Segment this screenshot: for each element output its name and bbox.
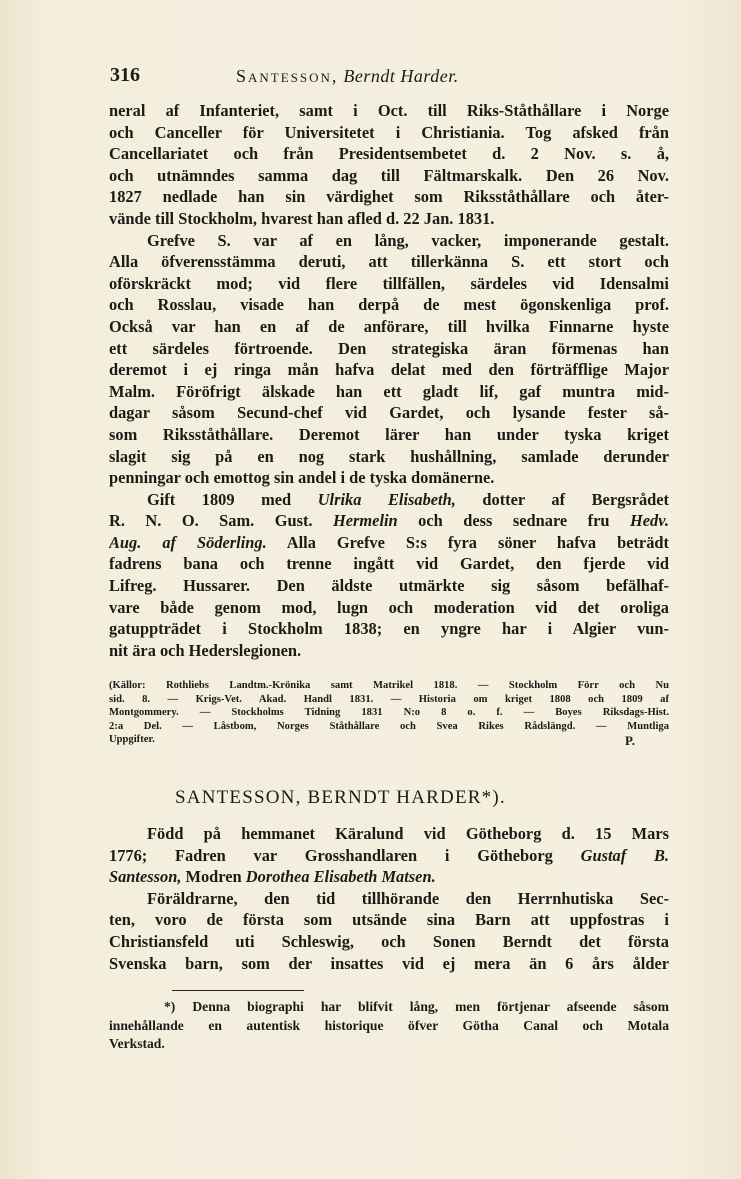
text-line: vare både genom mod, lugn och moderation vid det oroliga	[109, 597, 669, 617]
main-text-top	[109, 100, 669, 661]
text-line: och utnämndes samma dag till Fältmarskalk. Den 26 Nov.	[109, 165, 669, 185]
text-line: Grefve S. var af en lång, vacker, imponerande gestalt.	[147, 230, 669, 250]
text-line: fadrens bana och trenne ingått vid Gardet, den fjerde vid	[109, 554, 669, 574]
page-header	[110, 64, 670, 88]
text-line: dagar såsom Secund-chef vid Gardet, och lysande fester så-	[109, 403, 669, 423]
text-line: Född på hemmanet Käralund vid Götheborg d. 15 Mars	[147, 824, 669, 843]
text-line: oförskräckt mod; vid flere tillfällen, särdeles vid Idensalmi	[109, 273, 669, 293]
sources-block	[109, 679, 669, 747]
author-signature: P.	[625, 733, 635, 748]
text-line: penningar och emottog sin andel i de tyska domänerne.	[109, 468, 495, 488]
text-line: Christiansfeld uti Schleswig, och Sonen Berndt det första	[109, 931, 669, 951]
person-name: Ulrika Elisabeth,	[317, 489, 456, 509]
person-name: Santesson,	[109, 867, 182, 887]
person-name: Dorothea Elisabeth Matsen.	[245, 867, 436, 887]
text-run: och dess sednare fru	[397, 511, 631, 531]
source-line: sid. 8. — Krigs-Vet. Akad. Handl 1831. — Historia om kriget 1808 och 1809 af	[109, 693, 669, 705]
text-run: Modren	[181, 867, 246, 887]
person-name: Hermelin	[333, 511, 398, 531]
text-line	[109, 532, 669, 554]
text-line: Malm. Föröfrigt älskade han ett gladt lif, gaf muntra mid-	[109, 381, 669, 401]
text-line: Cancellariatet och från Presidentsembetet d. 2 Nov. s. å,	[109, 144, 669, 164]
text-line: Svenska barn, som der insattes vid ej mera än 6 års ålder	[109, 953, 669, 973]
footnote-line: *) Denna biographi har blifvit lång, men förtjenar afseende såsom	[164, 999, 669, 1014]
text-line	[109, 510, 669, 532]
text-line	[109, 489, 669, 511]
person-name: Gustaf B.	[580, 845, 669, 865]
text-line: Alla öfverensstämma deruti, att tillerkänna S. ett stort och	[109, 252, 669, 272]
text-line: slagit sig på en nog stark hushållning, samlade derunder	[109, 446, 669, 466]
text-line: ten, voro de första som utsände sina Barn att uppfostras i	[109, 910, 669, 930]
running-head	[236, 66, 459, 87]
text-line: ett särdeles förtroende. Den strategiska äran förmenas han	[109, 338, 669, 358]
person-name: Hedv.	[630, 511, 669, 531]
source-line: Uppgifter.	[109, 734, 155, 746]
page-number: 316	[110, 64, 140, 86]
text-run: 1776; Fadren var Grosshandlaren i Götheborg	[109, 845, 581, 865]
main-text-bottom	[109, 823, 669, 974]
running-head-given-names: Berndt Harder.	[343, 66, 459, 86]
text-run: Alla Grefve S:s fyra söner hafva beträdt	[266, 532, 669, 552]
text-run: Gift 1809 med	[147, 489, 318, 509]
text-line: deremot i ej ringa mån hafva delat med den förträfflige Major	[109, 360, 669, 380]
text-line: Lifreg. Hussarer. Den äldste utmärkte sig såsom befälhaf-	[109, 576, 669, 596]
text-line: och Canceller för Universitetet i Christiania. Tog afsked från	[109, 122, 669, 142]
text-line	[109, 866, 669, 888]
text-line: neral af Infanteriet, samt i Oct. till Riks-Ståthållare i Norge	[109, 101, 669, 120]
text-line: 1827 nedlade han sin värdighet som Riksståthållare och åter-	[109, 187, 669, 207]
text-line: och Rosslau, visade han derpå de mest ögonskenliga prof.	[109, 295, 669, 315]
text-run: R. N. O. Sam. Gust.	[109, 511, 334, 531]
footnote-rule	[172, 990, 304, 991]
footnote-line: Verkstad.	[109, 1036, 165, 1051]
source-line: Montgommery. — Stockholms Tidning 1831 N:o 8 o. f. — Boyes Riksdags-Hist.	[109, 707, 669, 719]
text-line	[109, 845, 669, 867]
text-line: Föräldrarne, den tid tillhörande den Herrnhutiska Sec-	[147, 888, 669, 908]
text-line: som Riksståthållare. Deremot lärer han under tyska kriget	[109, 424, 669, 444]
text-run: dotter af Bergsrådet	[455, 489, 669, 509]
source-line: 2:a Del. — Låstbom, Norges Ståthållare och Svea Rikes Rådslängd. — Muntliga	[109, 720, 669, 732]
footnote	[109, 998, 669, 1054]
text-line: nit ära och Hederslegionen.	[109, 640, 302, 660]
section-heading: SANTESSON, BERNDT HARDER*).	[175, 787, 506, 808]
source-line: (Källor: Rothliebs Landtm.-Krönika samt Matrikel 1818. — Stockholm Förr och Nu	[109, 680, 669, 691]
footnote-line: innehållande en autentisk historique öfver Götha Canal och Motala	[109, 1017, 669, 1033]
running-head-name: Santesson,	[236, 66, 339, 86]
text-line: vände till Stockholm, hvarest han afled d. 22 Jan. 1831.	[109, 208, 495, 228]
text-line: gatuppträdet i Stockholm 1838; en yngre har i Algier vun-	[109, 619, 669, 639]
person-name: Aug. af Söderling.	[109, 532, 267, 552]
text-line: Också var han en af de anförare, till hvilka Finnarne hyste	[109, 316, 669, 336]
